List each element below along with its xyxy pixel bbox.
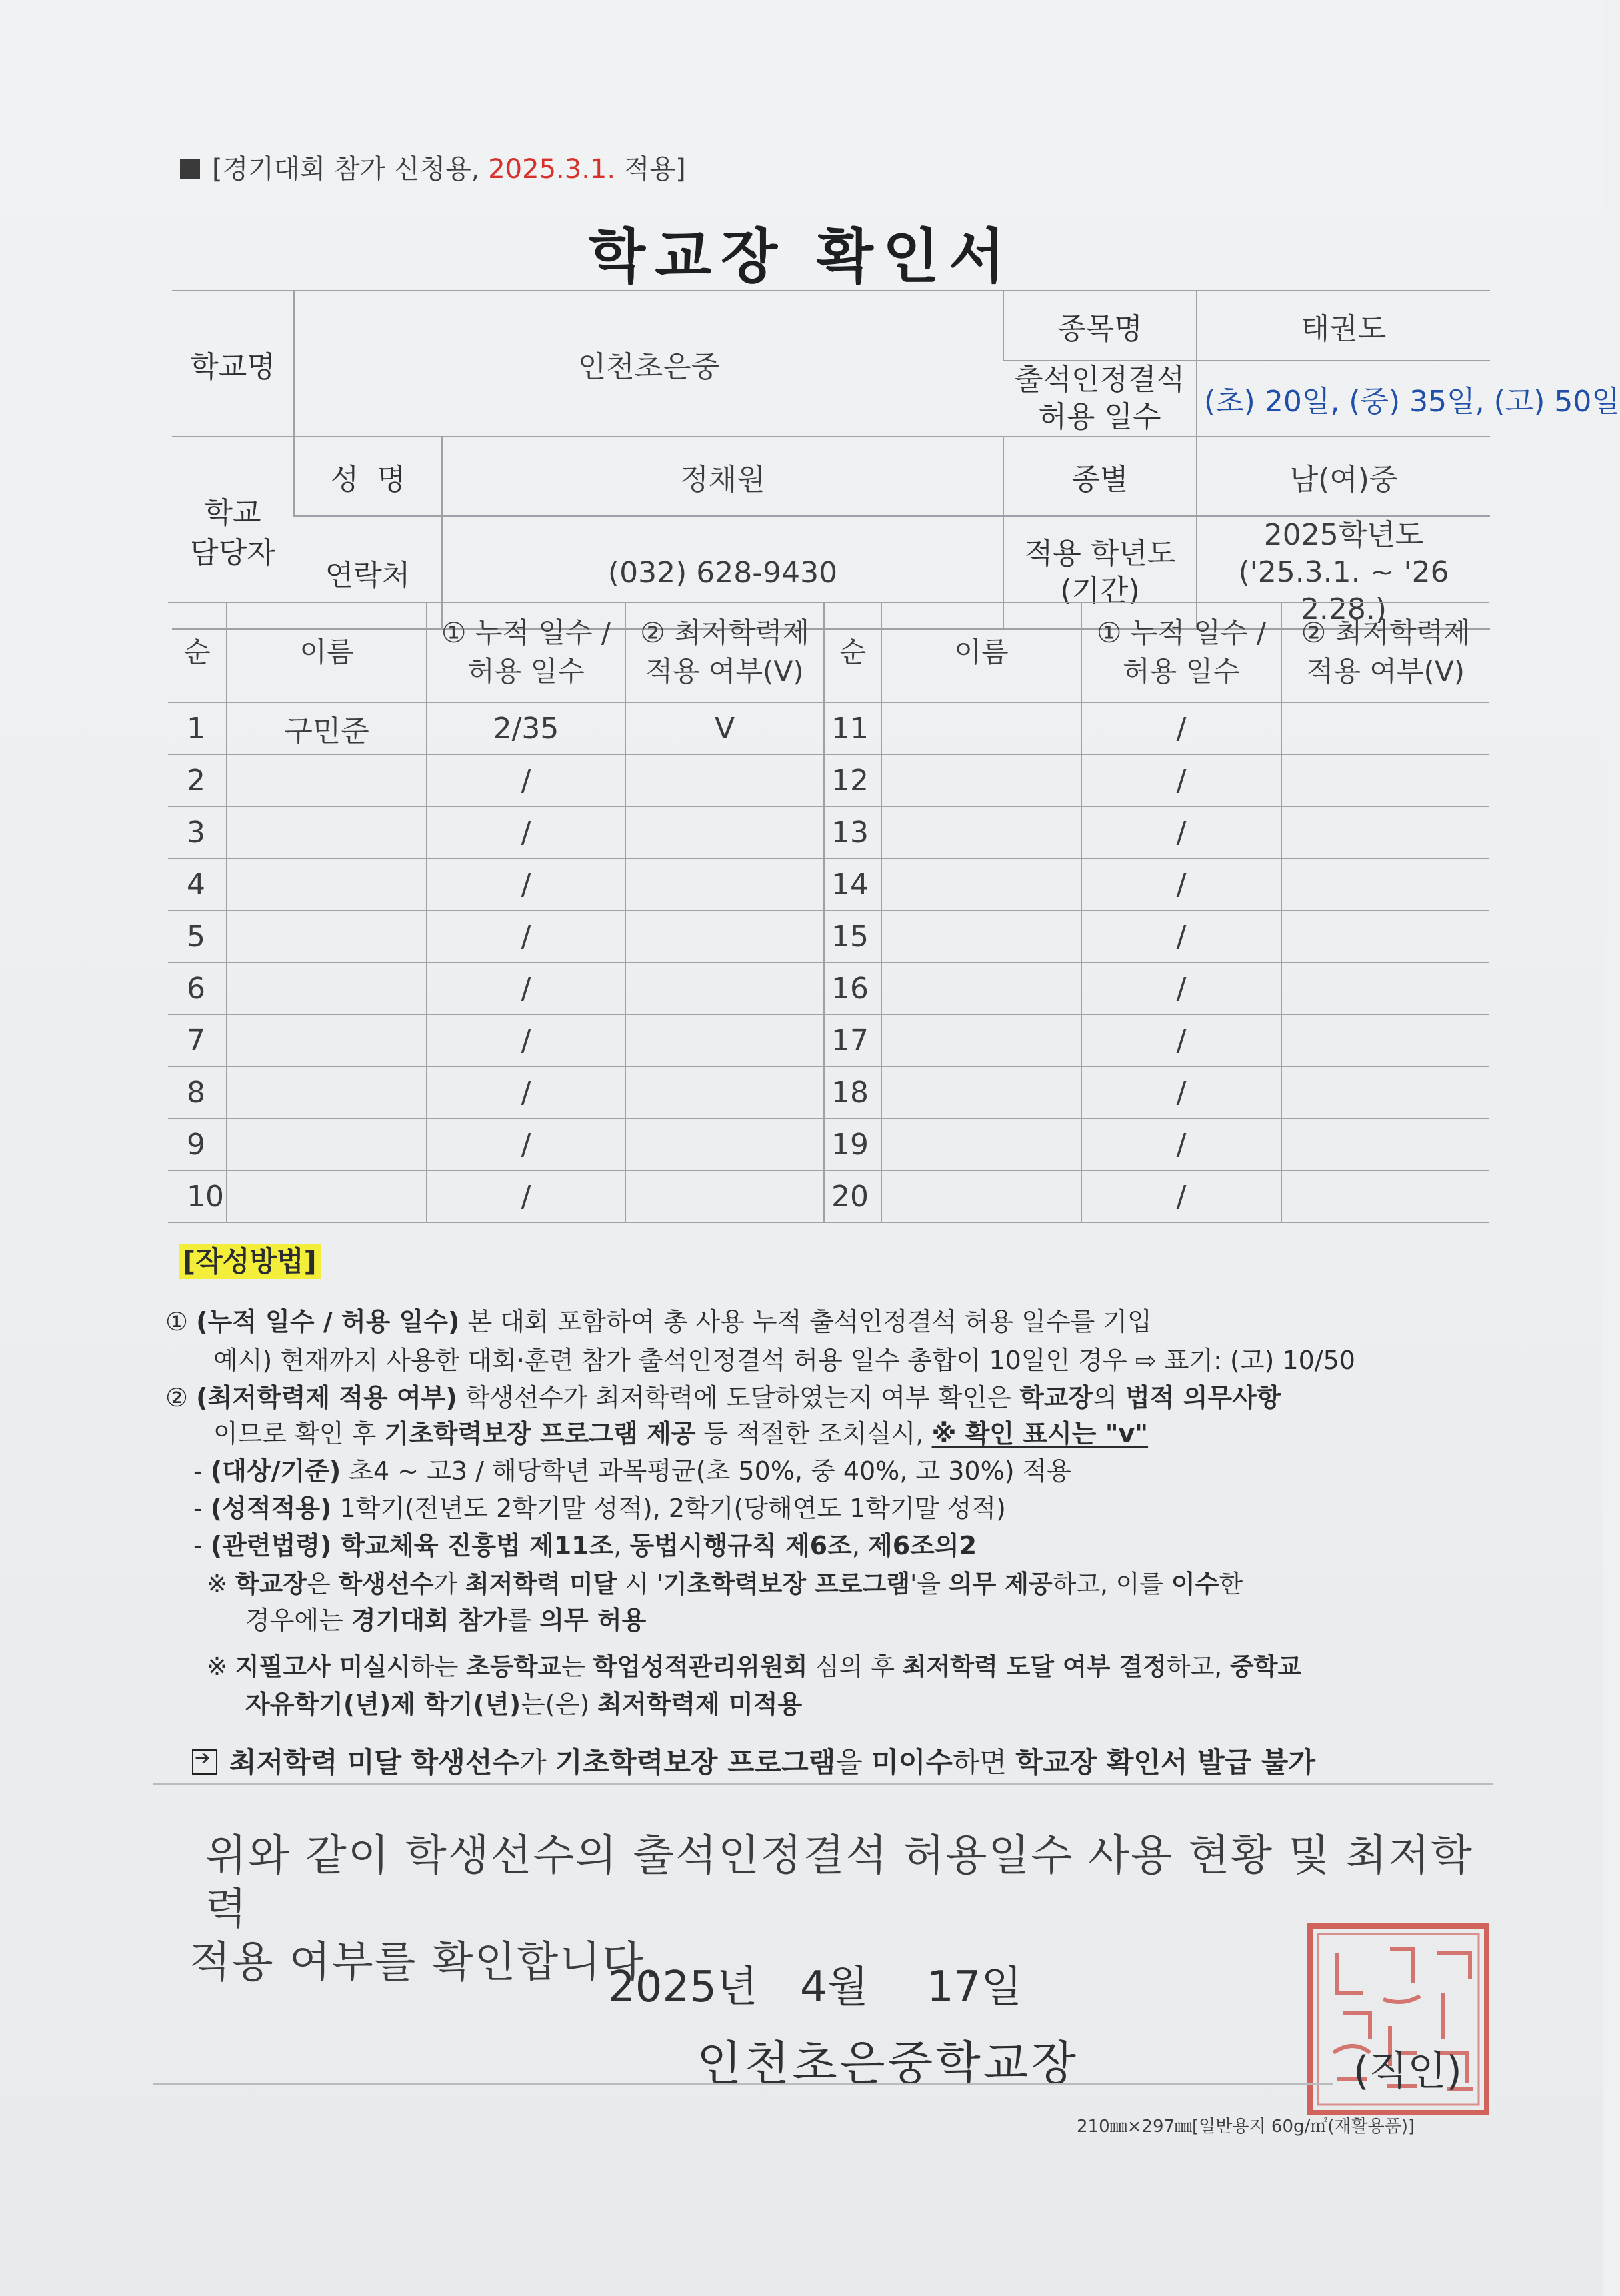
row-number: 6 <box>168 962 227 1014</box>
bottom-rule <box>153 2083 1333 2085</box>
confirm-line-2: 적용 여부를 확인합니다. <box>189 1938 660 1987</box>
row-number: 18 <box>824 1066 881 1118</box>
min-check[interactable] <box>1281 858 1489 910</box>
final-note-e: 미이수 <box>871 1746 953 1779</box>
days-used[interactable]: / <box>1081 806 1281 858</box>
student-name[interactable] <box>227 910 427 962</box>
student-name[interactable] <box>881 858 1081 910</box>
manager-label-2: 담당자 <box>190 535 275 570</box>
row-number: 4 <box>168 858 227 910</box>
row-number: 9 <box>168 1118 227 1170</box>
guide-9c: 를 <box>507 1606 540 1635</box>
col-min-header-2: 적용 여부(V) <box>645 655 804 688</box>
row-number: 1 <box>168 702 227 754</box>
absence-label-1: 출석인정결석 <box>1014 363 1185 397</box>
header-note-date: 2025.3.1. <box>488 154 616 185</box>
min-check[interactable] <box>625 1014 824 1066</box>
student-name[interactable] <box>881 754 1081 806</box>
min-check[interactable] <box>1281 962 1489 1014</box>
guide-line-1 <box>165 1301 1152 1338</box>
row-number: 10 <box>168 1170 227 1222</box>
row-number: 20 <box>824 1170 881 1222</box>
final-note-a: 최저학력 미달 학생선수 <box>229 1746 519 1779</box>
absence-value[interactable]: (초) 20일, (중) 35일, (고) 50일 <box>1197 361 1490 437</box>
student-name[interactable] <box>881 1014 1081 1066</box>
table-row <box>168 1170 1489 1222</box>
guide-8h: 기초학력보장 프로그램 <box>663 1570 911 1598</box>
roster-body <box>168 702 1489 1222</box>
guide-4b: 기초학력보장 프로그램 제공 <box>384 1419 696 1448</box>
guide-8g: 시 ' <box>617 1570 663 1598</box>
days-used[interactable]: / <box>1081 1170 1281 1222</box>
date-month: 4월 <box>800 1963 869 2012</box>
min-check[interactable] <box>1281 1066 1489 1118</box>
guide-11a: 자유학기(년)제 학기(년) <box>245 1690 521 1719</box>
days-used[interactable]: / <box>427 910 625 962</box>
guide-line-9 <box>245 1600 646 1636</box>
min-check[interactable] <box>625 1118 824 1170</box>
min-check[interactable] <box>1281 1170 1489 1222</box>
student-name[interactable] <box>227 962 427 1014</box>
days-used[interactable]: / <box>1081 1014 1281 1066</box>
min-check[interactable] <box>625 806 824 858</box>
days-used[interactable]: / <box>1081 754 1281 806</box>
min-check[interactable] <box>625 1170 824 1222</box>
contact-label: 연락처 <box>294 516 442 629</box>
guide-8b: 학교장 <box>235 1570 307 1598</box>
category-label: 종별 <box>1003 437 1197 516</box>
days-used[interactable]: / <box>427 754 625 806</box>
guide-10e: 는 <box>561 1652 593 1681</box>
table-row <box>168 962 1489 1014</box>
guide-9b: 경기대회 참가 <box>351 1606 507 1635</box>
row-number: 14 <box>824 858 881 910</box>
min-check[interactable] <box>1281 806 1489 858</box>
school-value[interactable]: 인천초은중 <box>294 291 1003 437</box>
col-days-header-right-2: 허용 일수 <box>1123 655 1240 688</box>
final-note-g: 학교장 확인서 발급 불가 <box>1015 1746 1315 1779</box>
days-used[interactable]: / <box>427 806 625 858</box>
final-note-d: 을 <box>835 1746 872 1779</box>
guide-7a: - <box>193 1531 211 1560</box>
min-check[interactable] <box>625 1066 824 1118</box>
student-name[interactable] <box>881 806 1081 858</box>
final-note-b: 가 <box>519 1746 555 1779</box>
sport-value[interactable]: 태권도 <box>1197 291 1490 361</box>
year-value-2: ('25.3.1. ~ '26 2.28.) <box>1238 555 1449 626</box>
guide-7f: 제6조의2 <box>868 1531 977 1560</box>
days-used[interactable]: / <box>427 1118 625 1170</box>
student-name[interactable] <box>227 806 427 858</box>
year-value-1: 2025학년도 <box>1263 518 1424 552</box>
guide-1c: 본 대회 포함하여 총 사용 누적 출석인정결석 허용 일수를 기입 <box>459 1307 1152 1336</box>
row-number: 2 <box>168 754 227 806</box>
col-min-header-right <box>1281 602 1489 702</box>
student-name[interactable] <box>227 858 427 910</box>
guide-8m: 한 <box>1219 1570 1243 1598</box>
days-used[interactable]: / <box>1081 858 1281 910</box>
student-name[interactable] <box>881 1118 1081 1170</box>
guide-3a: ② <box>165 1383 197 1412</box>
school-head-name: 인천초은중학교장 <box>697 2036 1079 2091</box>
row-number: 19 <box>824 1118 881 1170</box>
guide-11c: 최저학력제 미적용 <box>597 1690 803 1719</box>
row-number: 16 <box>824 962 881 1014</box>
guide-8k: 하고, 이를 <box>1052 1570 1171 1598</box>
name-label: 성 명 <box>294 437 442 516</box>
table-row <box>168 858 1489 910</box>
guide-11b: 는(은) <box>521 1690 598 1719</box>
header-note-prefix: [경기대회 참가 신청용, <box>212 154 489 185</box>
square-bullet-icon <box>180 159 200 179</box>
guide-line-8 <box>207 1564 1243 1600</box>
col-days-header <box>427 602 625 702</box>
table-row <box>168 1118 1489 1170</box>
col-name-header-right: 이름 <box>881 602 1081 702</box>
guide-5b: (대상/기준) <box>210 1456 341 1486</box>
document-title: 학교장 확인서 <box>589 222 1015 291</box>
guide-7e: , <box>851 1531 868 1560</box>
student-name[interactable] <box>881 1170 1081 1222</box>
contact-value[interactable]: (032) 628-9430 <box>442 516 1003 629</box>
guide-4c: 등 적절한 조치실시, <box>695 1419 932 1448</box>
guide-10b: 지필고사 미실시 <box>235 1652 411 1681</box>
guide-1b: (누적 일수 / 허용 일수) <box>196 1307 460 1336</box>
guide-line-7 <box>193 1525 977 1562</box>
student-name[interactable] <box>227 1014 427 1066</box>
guide-8l: 이수 <box>1171 1570 1219 1598</box>
guide-3b: (최저학력제 적용 여부) <box>196 1383 457 1412</box>
min-check[interactable]: V <box>625 702 824 754</box>
row-number: 15 <box>824 910 881 962</box>
table-row <box>168 1014 1489 1066</box>
days-used[interactable]: / <box>1081 1118 1281 1170</box>
col-min-header-right-1: ② 최저학력제 <box>1301 616 1471 649</box>
min-check[interactable] <box>1281 1118 1489 1170</box>
student-name[interactable] <box>227 1118 427 1170</box>
guide-4d: ※ 확인 표시는 "v" <box>931 1419 1149 1448</box>
guide-7c: , <box>613 1531 630 1560</box>
row-number: 5 <box>168 910 227 962</box>
roster-table <box>168 602 1489 1223</box>
row-number: 11 <box>824 702 881 754</box>
days-used[interactable]: / <box>427 962 625 1014</box>
guide-3e: 의 <box>1093 1383 1126 1412</box>
min-check[interactable] <box>1281 754 1489 806</box>
student-name[interactable] <box>881 702 1081 754</box>
student-name[interactable] <box>227 754 427 806</box>
guide-10g: 심의 후 <box>807 1652 903 1681</box>
guide-6a: - <box>193 1494 211 1523</box>
guide-10a: ※ <box>207 1652 235 1681</box>
year-label-1: 적용 학년도 <box>1024 537 1176 571</box>
name-value[interactable]: 정채원 <box>442 437 1003 516</box>
divider <box>153 1783 1493 1785</box>
category-value[interactable]: 남(여)중 <box>1197 437 1490 516</box>
min-check[interactable] <box>1281 1014 1489 1066</box>
guide-9a: 경우에는 <box>245 1606 351 1635</box>
days-used[interactable]: / <box>1081 910 1281 962</box>
col-days-header-1: ① 누적 일수 / <box>441 616 611 649</box>
row-number: 8 <box>168 1066 227 1118</box>
info-table <box>172 290 1620 630</box>
col-days-header-2: 허용 일수 <box>467 655 585 688</box>
days-used[interactable]: / <box>427 1014 625 1066</box>
guide-8j: 의무 제공 <box>948 1570 1053 1598</box>
confirm-line-1: 위와 같이 학생선수의 출석인정결석 허용일수 사용 현황 및 최저학력 <box>205 1831 1473 1934</box>
days-used[interactable]: / <box>427 858 625 910</box>
guide-line-4 <box>213 1413 1148 1450</box>
guide-8f: 최저학력 미달 <box>465 1570 617 1598</box>
row-number: 13 <box>824 806 881 858</box>
guide-9d: 의무 허용 <box>539 1606 647 1635</box>
col-days-header-right <box>1081 602 1281 702</box>
guide-line-10 <box>207 1646 1301 1682</box>
table-row <box>168 754 1489 806</box>
guide-heading: [작성방법] <box>179 1244 321 1279</box>
final-note-c: 기초학력보장 프로그램 <box>555 1746 836 1779</box>
guide-line-2: 예시) 현재까지 사용한 대회·훈련 참가 출석인정결석 허용 일수 총합이 10일인 경우 ⇨ 표기: (고) 10/50 <box>213 1346 1355 1375</box>
guide-6c: 1학기(전년도 2학기말 성적), 2학기(당해연도 1학기말 성적) <box>331 1494 1006 1523</box>
min-check[interactable] <box>625 962 824 1014</box>
guide-line-6 <box>193 1488 1006 1524</box>
guide-10c: 하는 <box>410 1652 467 1681</box>
min-check[interactable] <box>1281 910 1489 962</box>
col-name-header: 이름 <box>227 602 427 702</box>
row-number: 3 <box>168 806 227 858</box>
col-min-header-right-2: 적용 여부(V) <box>1306 655 1465 688</box>
guide-7d: 동법시행규칙 제6조 <box>629 1531 852 1560</box>
row-number: 17 <box>824 1014 881 1066</box>
guide-10d: 초등학교 <box>466 1652 562 1681</box>
guide-3f: 법적 의무사항 <box>1125 1383 1281 1412</box>
col-min-header-1: ② 최저학력제 <box>640 616 809 649</box>
student-name[interactable] <box>881 962 1081 1014</box>
table-row <box>168 806 1489 858</box>
guide-8i: '을 <box>910 1570 949 1598</box>
days-used[interactable]: / <box>427 1066 625 1118</box>
col-min-header <box>625 602 824 702</box>
header-note-suffix: 적용] <box>615 154 686 185</box>
col-no-header: 순 <box>168 602 227 702</box>
manager-label-1: 학교 <box>204 495 261 530</box>
student-name[interactable] <box>881 1066 1081 1118</box>
school-label: 학교명 <box>172 291 294 437</box>
row-number: 7 <box>168 1014 227 1066</box>
col-no-header-right: 순 <box>824 602 881 702</box>
student-name[interactable] <box>227 1170 427 1222</box>
guide-10h: 최저학력 도달 여부 결정 <box>902 1652 1167 1681</box>
absence-label <box>1003 361 1197 437</box>
final-note-f: 하면 <box>952 1746 1016 1779</box>
seal-label: (직인) <box>1353 2048 1462 2095</box>
guide-8c: 은 <box>307 1570 339 1598</box>
guide-10f: 학업성적관리위원회 <box>593 1652 808 1681</box>
sport-label: 종목명 <box>1003 291 1197 361</box>
paper-spec: 210㎜×297㎜[일반용지 60g/㎡(재활용품)] <box>1077 2117 1415 2137</box>
student-name[interactable] <box>227 1066 427 1118</box>
min-check[interactable] <box>625 754 824 806</box>
guide-4a: 이므로 확인 후 <box>213 1419 385 1448</box>
student-name[interactable]: 구민준 <box>227 702 427 754</box>
guide-1a: ① <box>165 1307 197 1336</box>
guide-8d: 학생선수 <box>338 1570 434 1598</box>
guide-8a: ※ <box>207 1570 235 1598</box>
guide-5a: - <box>193 1456 211 1486</box>
days-used[interactable]: / <box>1081 962 1281 1014</box>
guide-6b: (성적적용) <box>210 1494 332 1523</box>
arrow-box-icon <box>192 1749 217 1775</box>
row-number: 12 <box>824 754 881 806</box>
guide-10j: 중학교 <box>1229 1652 1302 1681</box>
date-day: 17일 <box>927 1963 1023 2012</box>
roster-header <box>168 602 1489 702</box>
table-row <box>168 702 1489 754</box>
col-days-header-right-1: ① 누적 일수 / <box>1096 616 1267 649</box>
date-year: 2025년 <box>608 1963 758 2012</box>
final-note <box>192 1741 1459 1785</box>
min-check[interactable] <box>625 910 824 962</box>
days-used[interactable]: / <box>1081 1066 1281 1118</box>
guide-line-5 <box>193 1450 1071 1487</box>
table-row <box>168 910 1489 962</box>
guide-line-11 <box>245 1684 802 1720</box>
min-check[interactable] <box>625 858 824 910</box>
guide-3c: 학생선수가 최저학력에 도달하였는지 여부 확인은 <box>457 1383 1020 1412</box>
min-check[interactable] <box>1281 702 1489 754</box>
guide-7b: (관련법령) 학교체육 진흥법 제11조 <box>210 1531 614 1560</box>
year-label-2: (기간) <box>1060 574 1140 608</box>
guide-5c: 초4 ~ 고3 / 해당학년 과목평균(초 50%, 중 40%, 고 30%) 적용 <box>341 1456 1072 1486</box>
guide-3d: 학교장 <box>1019 1383 1093 1412</box>
guide-10i: 하고, <box>1166 1652 1230 1681</box>
guide-8e: 가 <box>433 1570 465 1598</box>
days-used[interactable]: / <box>1081 702 1281 754</box>
days-used[interactable]: 2/35 <box>427 702 625 754</box>
manager-label <box>172 437 294 629</box>
guide-line-3 <box>165 1377 1281 1414</box>
header-note <box>180 148 686 186</box>
student-name[interactable] <box>881 910 1081 962</box>
table-row <box>168 1066 1489 1118</box>
absence-label-2: 허용 일수 <box>1038 400 1161 434</box>
days-used[interactable]: / <box>427 1170 625 1222</box>
